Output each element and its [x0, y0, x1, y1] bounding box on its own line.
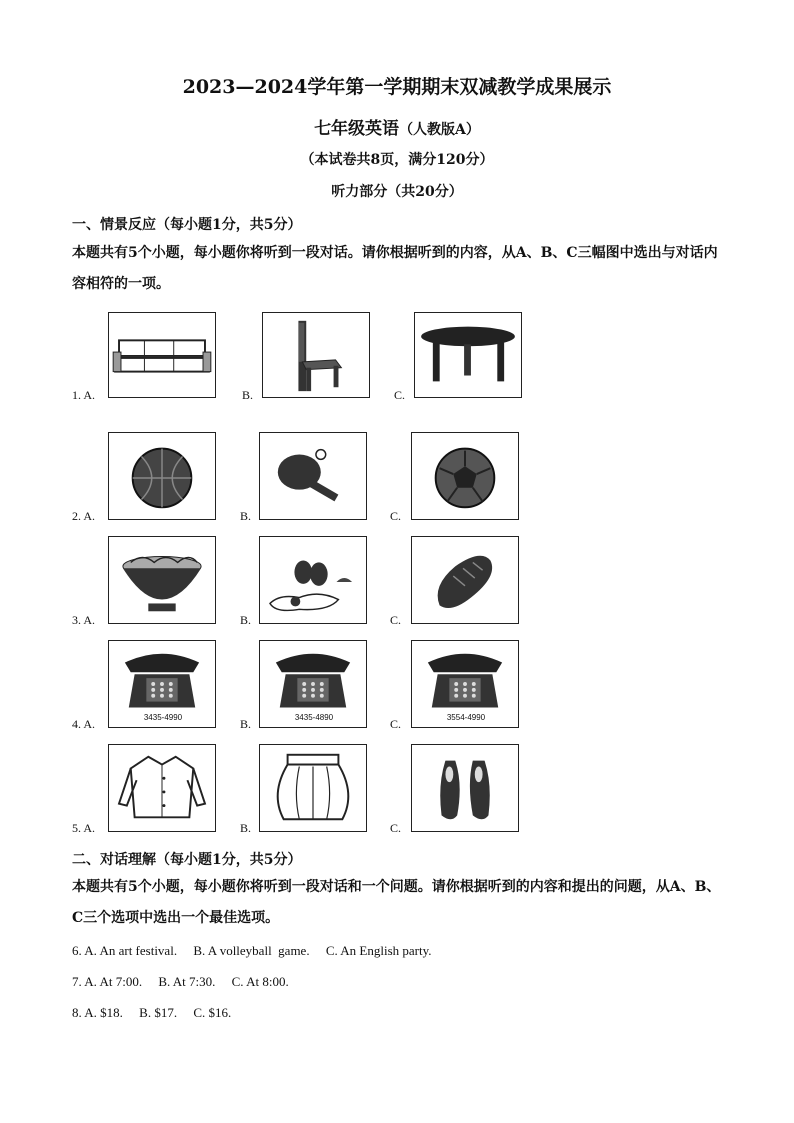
edition-label: （人教版A）: [399, 122, 480, 138]
exam-title: 2023—2024学年第一学期期末双减教学成果展示: [182, 76, 612, 98]
exam-note: （本试卷共8页，满分120分）: [300, 152, 494, 168]
basketball-icon[interactable]: [108, 432, 216, 520]
phone-number-c: 3554-4990: [446, 713, 486, 722]
q1-label-c: C.: [394, 388, 406, 402]
soccer-ball-icon[interactable]: [411, 432, 519, 520]
telephone-icon[interactable]: [108, 640, 216, 728]
q5-label-b: B.: [240, 821, 252, 835]
phone-number-a: 3435-4990: [143, 713, 183, 722]
q3-label-c: C.: [390, 613, 402, 627]
phone-number-b: 3435-4890: [294, 713, 334, 722]
telephone-icon[interactable]: [411, 640, 519, 728]
q3-label-b: B.: [240, 613, 252, 627]
shirt-icon[interactable]: [108, 744, 216, 832]
eggs-icon[interactable]: [259, 536, 367, 624]
sofa-icon[interactable]: [108, 312, 216, 398]
telephone-icon[interactable]: [259, 640, 367, 728]
q7-options: 7. A. At 7:00. B. At 7:30. C. At 8:00.: [72, 974, 289, 989]
chair-icon[interactable]: [262, 312, 370, 398]
q5-label-c: C.: [390, 821, 402, 835]
q4-label-b: B.: [240, 717, 252, 731]
q2-label-b: B.: [240, 509, 252, 523]
q2-label-c: C.: [390, 509, 402, 523]
section2-heading: 二、对话理解（每小题1分，共5分）: [72, 852, 302, 868]
q5-label-a: 5. A.: [72, 821, 96, 835]
listening-heading: 听力部分（共20分）: [331, 184, 463, 200]
q4-label-a: 4. A.: [72, 717, 96, 731]
skirt-icon[interactable]: [259, 744, 367, 832]
q3-label-a: 3. A.: [72, 613, 96, 627]
q1-label-a: 1. A.: [72, 388, 96, 402]
ping-pong-paddle-icon[interactable]: [259, 432, 367, 520]
q4-label-c: C.: [390, 717, 402, 731]
section1-instructions: 本题共有5个小题，每小题你将听到一段对话。请你根据听到的内容，从A、B、C三幅图中选出与对话内容相符的一项。: [72, 245, 718, 292]
table-icon[interactable]: [414, 312, 522, 398]
q6-options: 6. A. An art festival. B. A volleyball game. C. An English party.: [72, 943, 432, 958]
q8-options: 8. A. $18. B. $17. C. $16.: [72, 1005, 232, 1020]
section2-instructions: 本题共有5个小题，每小题你将听到一段对话和一个问题。请你根据听到的内容和提出的问题，从A、B、C三个选项中选出一个最佳选项。: [72, 879, 721, 926]
exam-subtitle: [0, 114, 794, 139]
q2-label-a: 2. A.: [72, 509, 96, 523]
grade-subject: 七年级英语: [314, 119, 400, 139]
section1-heading: 一、情景反应（每小题1分，共5分）: [72, 217, 302, 233]
noodles-bowl-icon[interactable]: [108, 536, 216, 624]
q1-label-b: B.: [242, 388, 254, 402]
bread-icon[interactable]: [411, 536, 519, 624]
shoes-icon[interactable]: [411, 744, 519, 832]
